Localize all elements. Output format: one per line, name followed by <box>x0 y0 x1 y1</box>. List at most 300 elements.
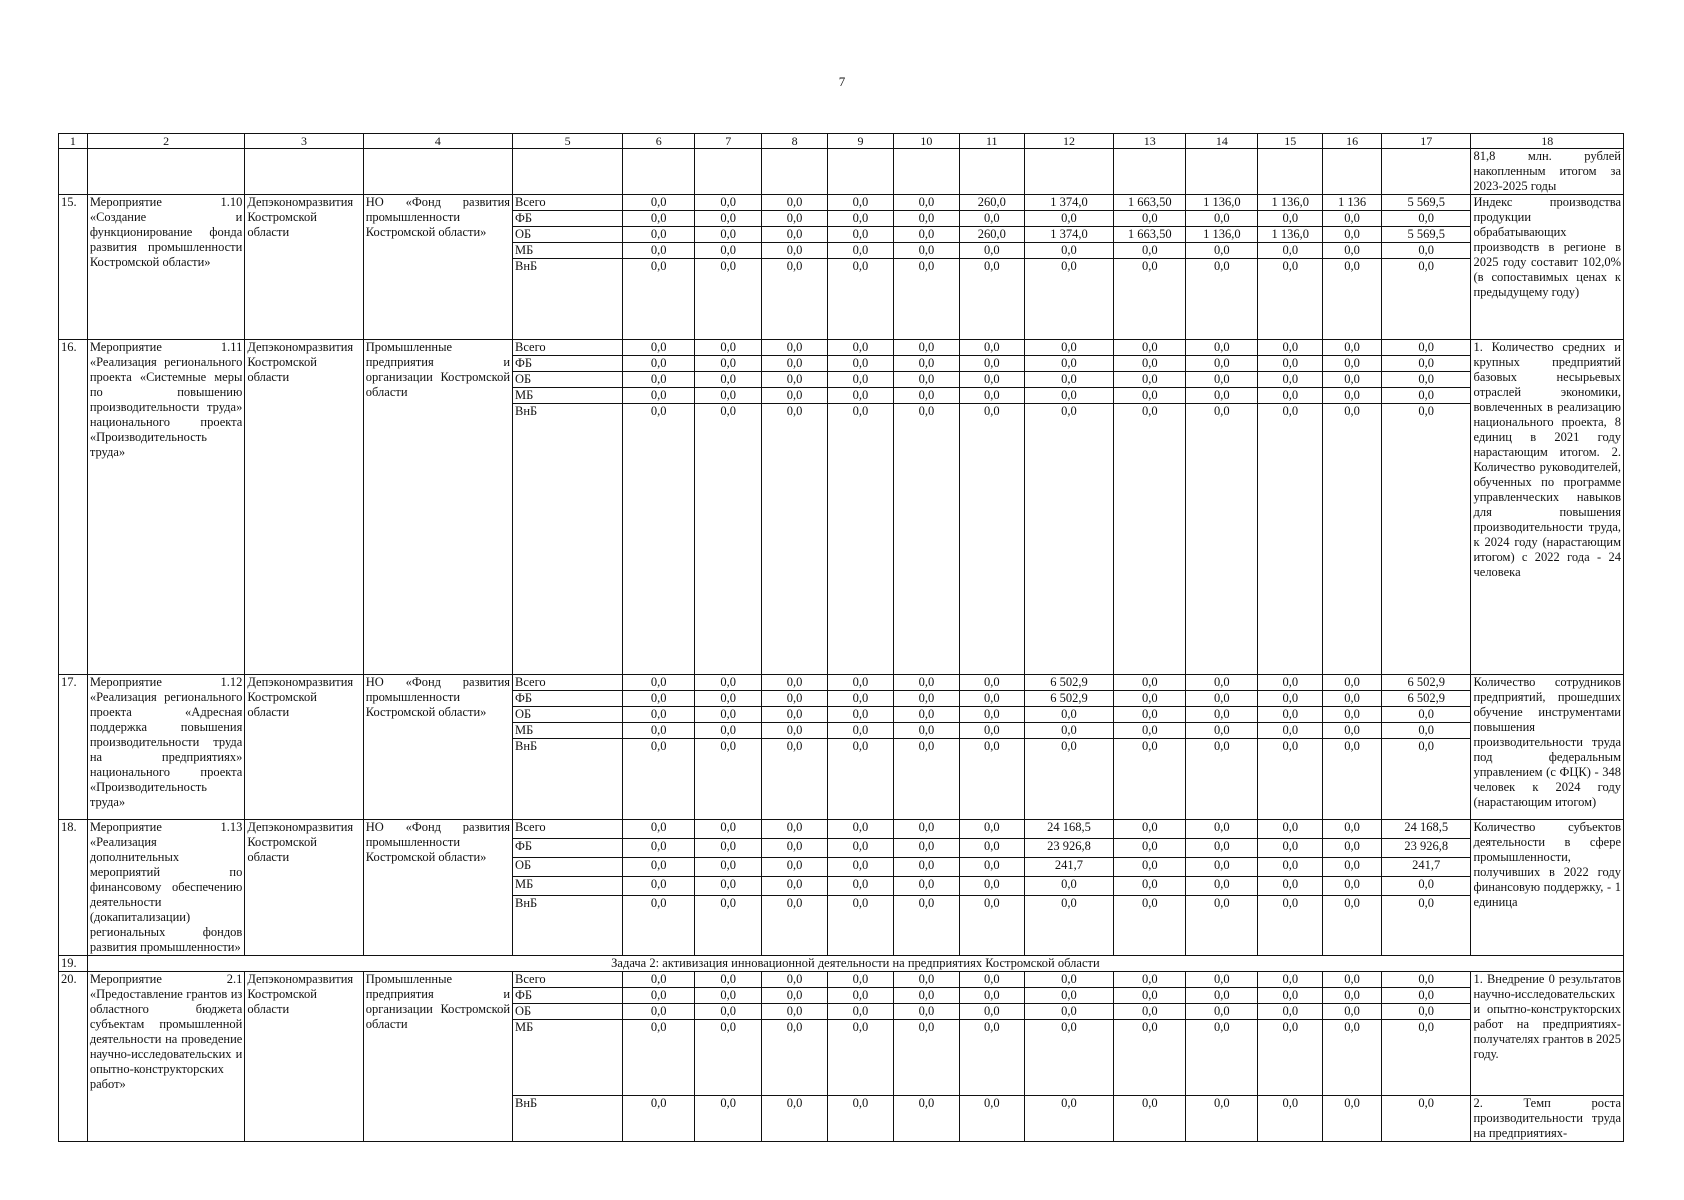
funding-source: ФБ <box>513 211 623 227</box>
value-cell: 0,0 <box>1323 857 1382 876</box>
expected-result: Индекс производства продукции обрабатывающих производств в регионе в 2025 году составит 102,0% (в сопоставимых ценах к предыдущему году) <box>1471 195 1624 340</box>
column-header: 10 <box>893 134 959 149</box>
value-cell: 0,0 <box>1258 707 1323 723</box>
value-cell: 0,0 <box>1024 340 1114 356</box>
empty-cell <box>828 149 894 195</box>
value-cell: 0,0 <box>695 691 762 707</box>
value-cell: 1 136,0 <box>1258 227 1323 243</box>
value-cell: 0,0 <box>1258 372 1323 388</box>
measure-name: Мероприятие 1.12 «Реализация регионального проекта «Адресная поддержка повышения производительности труда на предприятиях» национального проекта «Производительность труда» <box>87 675 245 820</box>
funding-source: Всего <box>513 195 623 211</box>
value-cell: 24 168,5 <box>1381 820 1471 839</box>
value-cell: 0,0 <box>893 243 959 259</box>
value-cell: 0,0 <box>828 243 894 259</box>
value-cell: 0,0 <box>762 739 828 820</box>
value-cell: 5 569,5 <box>1381 195 1471 211</box>
value-cell: 0,0 <box>959 211 1024 227</box>
column-header: 2 <box>87 134 245 149</box>
funding-source: МБ <box>513 876 623 895</box>
value-cell: 0,0 <box>1186 691 1258 707</box>
value-cell: 0,0 <box>623 895 695 955</box>
value-cell: 0,0 <box>1258 404 1323 675</box>
row-number: 15. <box>59 195 88 340</box>
value-cell: 0,0 <box>623 1020 695 1096</box>
column-header: 3 <box>245 134 363 149</box>
value-cell: 0,0 <box>959 675 1024 691</box>
value-cell: 0,0 <box>1323 388 1382 404</box>
value-cell: 0,0 <box>1323 972 1382 988</box>
value-cell: 0,0 <box>762 1020 828 1096</box>
value-cell: 0,0 <box>762 972 828 988</box>
funding-source: ФБ <box>513 988 623 1004</box>
value-cell: 0,0 <box>1323 820 1382 839</box>
value-cell: 0,0 <box>1258 972 1323 988</box>
funding-source: ВнБ <box>513 739 623 820</box>
value-cell: 0,0 <box>893 211 959 227</box>
value-cell: 0,0 <box>828 723 894 739</box>
empty-cell <box>87 149 245 195</box>
value-cell: 0,0 <box>1381 372 1471 388</box>
value-cell: 0,0 <box>695 211 762 227</box>
value-cell: 0,0 <box>695 1004 762 1020</box>
value-cell: 0,0 <box>893 820 959 839</box>
value-cell: 0,0 <box>1114 895 1186 955</box>
value-cell: 0,0 <box>695 340 762 356</box>
value-cell: 0,0 <box>623 707 695 723</box>
value-cell: 0,0 <box>1381 259 1471 340</box>
value-cell: 0,0 <box>1258 388 1323 404</box>
value-cell: 0,0 <box>695 876 762 895</box>
value-cell: 0,0 <box>1381 876 1471 895</box>
column-header: 7 <box>695 134 762 149</box>
value-cell: 0,0 <box>1186 1020 1258 1096</box>
row-number: 16. <box>59 340 88 675</box>
funding-source: ОБ <box>513 1004 623 1020</box>
value-cell: 0,0 <box>1323 723 1382 739</box>
value-cell: 0,0 <box>1258 1004 1323 1020</box>
value-cell: 0,0 <box>1024 876 1114 895</box>
value-cell: 0,0 <box>695 1020 762 1096</box>
value-cell: 0,0 <box>1024 372 1114 388</box>
value-cell: 0,0 <box>1186 739 1258 820</box>
value-cell: 0,0 <box>623 227 695 243</box>
value-cell: 0,0 <box>1323 340 1382 356</box>
value-cell: 0,0 <box>1381 739 1471 820</box>
value-cell: 0,0 <box>959 739 1024 820</box>
expected-result: 1. Количество средних и крупных предприятий базовых несырьевых отраслей экономики, вовлеченных в реализацию национального проекта, 8 единиц в 2021 году нарастающим итогом. 2. Количество руководителей, обученных по программе управленческих навыков для повышения производительности труда, к 2024 году (нарастающим итогом) с 2022 года - 24 человека <box>1471 340 1624 675</box>
expected-result: Количество сотрудников предприятий, прошедших обучение инструментами повышения производительности труда под федеральным управлением (с ФЦК) - 348 человек к 2024 году (нарастающим итогом) <box>1471 675 1624 820</box>
value-cell: 0,0 <box>893 356 959 372</box>
value-cell: 0,0 <box>1024 243 1114 259</box>
value-cell: 0,0 <box>1258 739 1323 820</box>
value-cell: 0,0 <box>1323 1004 1382 1020</box>
value-cell: 0,0 <box>959 372 1024 388</box>
value-cell: 0,0 <box>1186 857 1258 876</box>
value-cell: 0,0 <box>828 988 894 1004</box>
value-cell: 0,0 <box>762 876 828 895</box>
value-cell: 6 502,9 <box>1381 675 1471 691</box>
value-cell: 0,0 <box>959 723 1024 739</box>
funding-source: Всего <box>513 340 623 356</box>
value-cell: 0,0 <box>1381 972 1471 988</box>
value-cell: 0,0 <box>959 243 1024 259</box>
value-cell: 0,0 <box>828 739 894 820</box>
value-cell: 0,0 <box>1323 211 1382 227</box>
value-cell: 0,0 <box>828 356 894 372</box>
value-cell: 0,0 <box>893 1004 959 1020</box>
value-cell: 0,0 <box>623 388 695 404</box>
table-row <box>59 675 1624 691</box>
value-cell: 0,0 <box>959 1020 1024 1096</box>
value-cell: 0,0 <box>1114 404 1186 675</box>
value-cell: 0,0 <box>1323 707 1382 723</box>
funding-source: ФБ <box>513 838 623 857</box>
value-cell: 0,0 <box>1323 876 1382 895</box>
value-cell: 0,0 <box>1024 707 1114 723</box>
funding-source: ВнБ <box>513 1096 623 1142</box>
value-cell: 0,0 <box>893 195 959 211</box>
value-cell: 0,0 <box>695 404 762 675</box>
empty-cell <box>1024 149 1114 195</box>
value-cell: 0,0 <box>893 1096 959 1142</box>
value-cell: 0,0 <box>1381 243 1471 259</box>
value-cell: 0,0 <box>623 372 695 388</box>
value-cell: 0,0 <box>762 227 828 243</box>
value-cell: 0,0 <box>1186 895 1258 955</box>
row-number: 20. <box>59 972 88 1142</box>
value-cell: 0,0 <box>695 707 762 723</box>
value-cell: 0,0 <box>1114 243 1186 259</box>
value-cell: 0,0 <box>959 1004 1024 1020</box>
value-cell: 0,0 <box>1186 1096 1258 1142</box>
value-cell: 0,0 <box>623 857 695 876</box>
value-cell: 0,0 <box>1186 876 1258 895</box>
value-cell: 0,0 <box>1024 211 1114 227</box>
value-cell: 0,0 <box>1024 895 1114 955</box>
value-cell: 0,0 <box>828 895 894 955</box>
value-cell: 23 926,8 <box>1381 838 1471 857</box>
participant: НО «Фонд развития промышленности Костромской области» <box>363 675 512 820</box>
value-cell: 0,0 <box>762 988 828 1004</box>
value-cell: 0,0 <box>959 876 1024 895</box>
value-cell: 0,0 <box>1114 972 1186 988</box>
value-cell: 0,0 <box>1381 1096 1471 1142</box>
value-cell: 0,0 <box>623 723 695 739</box>
value-cell: 0,0 <box>1381 340 1471 356</box>
funding-source: МБ <box>513 243 623 259</box>
value-cell: 1 663,50 <box>1114 227 1186 243</box>
value-cell: 0,0 <box>623 340 695 356</box>
value-cell: 0,0 <box>893 857 959 876</box>
value-cell: 0,0 <box>893 838 959 857</box>
value-cell: 0,0 <box>623 820 695 839</box>
value-cell: 0,0 <box>695 227 762 243</box>
expected-result-continued: 2. Темп роста производительности труда на предприятиях- <box>1471 1096 1624 1142</box>
value-cell: 0,0 <box>828 227 894 243</box>
value-cell: 0,0 <box>1114 211 1186 227</box>
value-cell: 0,0 <box>1186 838 1258 857</box>
column-header: 14 <box>1186 134 1258 149</box>
value-cell: 0,0 <box>1114 739 1186 820</box>
value-cell: 0,0 <box>828 675 894 691</box>
value-cell: 0,0 <box>893 388 959 404</box>
table-row <box>59 340 1624 356</box>
value-cell: 0,0 <box>695 739 762 820</box>
page-number: 7 <box>838 74 846 89</box>
value-cell: 0,0 <box>1323 227 1382 243</box>
value-cell: 23 926,8 <box>1024 838 1114 857</box>
value-cell: 0,0 <box>623 356 695 372</box>
value-cell: 0,0 <box>1024 723 1114 739</box>
value-cell: 0,0 <box>1114 1020 1186 1096</box>
value-cell: 0,0 <box>828 259 894 340</box>
measure-name: Мероприятие 1.11 «Реализация регионального проекта «Системные меры по повышению производительности труда» национального проекта «Производительность труда» <box>87 340 245 675</box>
value-cell: 0,0 <box>893 1020 959 1096</box>
value-cell: 0,0 <box>1323 895 1382 955</box>
value-cell: 0,0 <box>1114 988 1186 1004</box>
value-cell: 0,0 <box>623 259 695 340</box>
value-cell: 0,0 <box>1024 972 1114 988</box>
value-cell: 0,0 <box>893 988 959 1004</box>
value-cell: 0,0 <box>1258 340 1323 356</box>
value-cell: 0,0 <box>1114 372 1186 388</box>
column-header: 15 <box>1258 134 1323 149</box>
column-header: 5 <box>513 134 623 149</box>
value-cell: 0,0 <box>1323 739 1382 820</box>
value-cell: 0,0 <box>762 372 828 388</box>
value-cell: 0,0 <box>1114 691 1186 707</box>
value-cell: 0,0 <box>1258 857 1323 876</box>
value-cell: 0,0 <box>1258 211 1323 227</box>
empty-cell <box>695 149 762 195</box>
value-cell: 0,0 <box>762 259 828 340</box>
value-cell: 0,0 <box>1258 243 1323 259</box>
participant: НО «Фонд развития промышленности Костромской области» <box>363 195 512 340</box>
empty-cell <box>1258 149 1323 195</box>
value-cell: 0,0 <box>893 739 959 820</box>
funding-source: Всего <box>513 820 623 839</box>
value-cell: 0,0 <box>1258 691 1323 707</box>
value-cell: 0,0 <box>623 404 695 675</box>
value-cell: 0,0 <box>1381 356 1471 372</box>
funding-source: ОБ <box>513 857 623 876</box>
value-cell: 1 663,50 <box>1114 195 1186 211</box>
value-cell: 6 502,9 <box>1024 691 1114 707</box>
value-cell: 0,0 <box>1114 1096 1186 1142</box>
value-cell: 0,0 <box>1186 723 1258 739</box>
expected-result: Количество субъектов деятельности в сфере промышленности, получивших в 2022 году финансовую поддержку, - 1 единица <box>1471 820 1624 956</box>
measure-name: Мероприятие 1.13 «Реализация дополнительных мероприятий по финансовому обеспечению деятельности (докапитализации) региональных фондов развития промышленности» <box>87 820 245 956</box>
responsible-executor: Депэкономразвития Костромской области <box>245 675 363 820</box>
empty-cell <box>1381 149 1471 195</box>
value-cell: 241,7 <box>1381 857 1471 876</box>
value-cell: 0,0 <box>893 707 959 723</box>
funding-source: ВнБ <box>513 404 623 675</box>
empty-cell <box>1186 149 1258 195</box>
task-row <box>59 956 1624 972</box>
value-cell: 0,0 <box>695 857 762 876</box>
value-cell: 0,0 <box>1114 838 1186 857</box>
value-cell: 0,0 <box>1114 356 1186 372</box>
value-cell: 0,0 <box>1024 1004 1114 1020</box>
value-cell: 0,0 <box>1186 404 1258 675</box>
value-cell: 0,0 <box>828 340 894 356</box>
column-header: 8 <box>762 134 828 149</box>
value-cell: 0,0 <box>959 691 1024 707</box>
value-cell: 0,0 <box>828 1004 894 1020</box>
value-cell: 0,0 <box>959 972 1024 988</box>
value-cell: 0,0 <box>1114 723 1186 739</box>
value-cell: 0,0 <box>1024 1020 1114 1096</box>
responsible-executor: Депэкономразвития Костромской области <box>245 972 363 1142</box>
value-cell: 0,0 <box>762 675 828 691</box>
value-cell: 0,0 <box>695 356 762 372</box>
value-cell: 0,0 <box>762 691 828 707</box>
column-header: 6 <box>623 134 695 149</box>
funding-source: ВнБ <box>513 895 623 955</box>
value-cell: 0,0 <box>695 972 762 988</box>
value-cell: 0,0 <box>1381 1004 1471 1020</box>
value-cell: 0,0 <box>695 243 762 259</box>
value-cell: 0,0 <box>1381 723 1471 739</box>
value-cell: 0,0 <box>1258 838 1323 857</box>
value-cell: 0,0 <box>1381 211 1471 227</box>
funding-source: МБ <box>513 723 623 739</box>
value-cell: 0,0 <box>959 895 1024 955</box>
value-cell: 0,0 <box>893 691 959 707</box>
value-cell: 0,0 <box>1186 259 1258 340</box>
value-cell: 6 502,9 <box>1381 691 1471 707</box>
value-cell: 0,0 <box>1186 243 1258 259</box>
value-cell: 0,0 <box>828 820 894 839</box>
row-number: 19. <box>59 956 88 972</box>
value-cell: 0,0 <box>762 356 828 372</box>
value-cell: 0,0 <box>695 838 762 857</box>
value-cell: 0,0 <box>893 972 959 988</box>
value-cell: 0,0 <box>1186 707 1258 723</box>
value-cell: 0,0 <box>1186 211 1258 227</box>
row-number: 17. <box>59 675 88 820</box>
value-cell: 0,0 <box>959 820 1024 839</box>
value-cell: 0,0 <box>695 259 762 340</box>
value-cell: 0,0 <box>1381 388 1471 404</box>
column-header: 13 <box>1114 134 1186 149</box>
value-cell: 0,0 <box>1258 356 1323 372</box>
value-cell: 0,0 <box>762 243 828 259</box>
value-cell: 0,0 <box>1186 820 1258 839</box>
value-cell: 0,0 <box>893 895 959 955</box>
column-header: 12 <box>1024 134 1114 149</box>
participant: Промышленные предприятия и организации Костромской области <box>363 340 512 675</box>
value-cell: 0,0 <box>762 895 828 955</box>
value-cell: 0,0 <box>762 1096 828 1142</box>
value-cell: 0,0 <box>959 356 1024 372</box>
value-cell: 0,0 <box>893 227 959 243</box>
column-header: 16 <box>1323 134 1382 149</box>
value-cell: 0,0 <box>623 243 695 259</box>
value-cell: 0,0 <box>1381 404 1471 675</box>
program-table <box>58 133 1624 1142</box>
value-cell: 0,0 <box>959 404 1024 675</box>
value-cell: 0,0 <box>1381 895 1471 955</box>
value-cell: 0,0 <box>1323 988 1382 1004</box>
funding-source: МБ <box>513 388 623 404</box>
value-cell: 0,0 <box>695 820 762 839</box>
value-cell: 0,0 <box>762 707 828 723</box>
responsible-executor: Депэкономразвития Костромской области <box>245 340 363 675</box>
value-cell: 0,0 <box>828 388 894 404</box>
funding-source: Всего <box>513 972 623 988</box>
column-header: 18 <box>1471 134 1624 149</box>
value-cell: 0,0 <box>828 707 894 723</box>
value-cell: 0,0 <box>1258 675 1323 691</box>
value-cell: 241,7 <box>1024 857 1114 876</box>
value-cell: 0,0 <box>959 857 1024 876</box>
value-cell: 0,0 <box>1258 1096 1323 1142</box>
value-cell: 0,0 <box>762 820 828 839</box>
value-cell: 0,0 <box>1024 356 1114 372</box>
value-cell: 0,0 <box>623 211 695 227</box>
carry-over-row <box>59 149 1624 195</box>
value-cell: 0,0 <box>1258 723 1323 739</box>
value-cell: 0,0 <box>828 404 894 675</box>
value-cell: 0,0 <box>1323 243 1382 259</box>
column-header: 17 <box>1381 134 1471 149</box>
column-header: 4 <box>363 134 512 149</box>
value-cell: 0,0 <box>828 1096 894 1142</box>
task-title: Задача 2: активизация инновационной деятельности на предприятиях Костромской области <box>87 956 1623 972</box>
value-cell: 0,0 <box>828 691 894 707</box>
value-cell: 0,0 <box>1024 404 1114 675</box>
value-cell: 0,0 <box>695 675 762 691</box>
value-cell: 0,0 <box>1258 820 1323 839</box>
responsible-executor: Депэкономразвития Костромской области <box>245 820 363 956</box>
empty-cell <box>513 149 623 195</box>
value-cell: 0,0 <box>1114 1004 1186 1020</box>
value-cell: 0,0 <box>828 372 894 388</box>
value-cell: 0,0 <box>762 211 828 227</box>
value-cell: 0,0 <box>623 838 695 857</box>
value-cell: 0,0 <box>1186 988 1258 1004</box>
value-cell: 0,0 <box>828 211 894 227</box>
empty-cell <box>893 149 959 195</box>
row-number: 18. <box>59 820 88 956</box>
empty-cell <box>245 149 363 195</box>
participant: НО «Фонд развития промышленности Костромской области» <box>363 820 512 956</box>
value-cell: 0,0 <box>762 857 828 876</box>
value-cell: 0,0 <box>828 857 894 876</box>
value-cell: 0,0 <box>623 195 695 211</box>
value-cell: 0,0 <box>828 1020 894 1096</box>
value-cell: 0,0 <box>828 195 894 211</box>
value-cell: 0,0 <box>959 838 1024 857</box>
value-cell: 0,0 <box>1114 388 1186 404</box>
funding-source: ВнБ <box>513 259 623 340</box>
funding-source: ФБ <box>513 356 623 372</box>
header-row <box>59 134 1624 149</box>
value-cell: 0,0 <box>893 876 959 895</box>
column-header: 11 <box>959 134 1024 149</box>
value-cell: 0,0 <box>1114 675 1186 691</box>
value-cell: 0,0 <box>1323 372 1382 388</box>
value-cell: 0,0 <box>623 972 695 988</box>
value-cell: 0,0 <box>1024 988 1114 1004</box>
participant: Промышленные предприятия и организации Костромской области <box>363 972 512 1142</box>
value-cell: 0,0 <box>695 195 762 211</box>
empty-cell <box>1323 149 1382 195</box>
responsible-executor: Депэкономразвития Костромской области <box>245 195 363 340</box>
funding-source: ОБ <box>513 227 623 243</box>
